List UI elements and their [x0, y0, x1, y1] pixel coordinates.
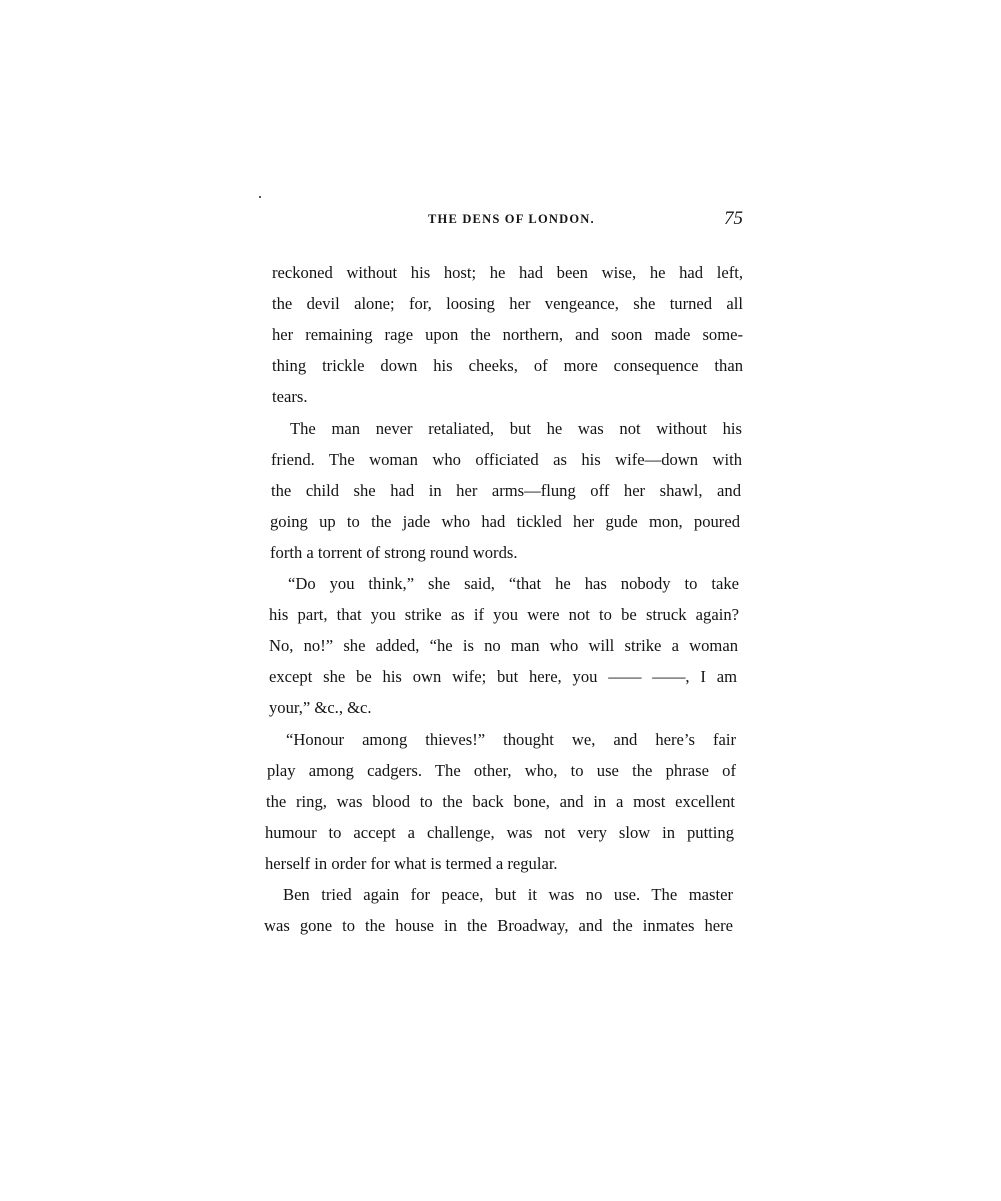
- text-line: friend. The woman who officiated as his wife—down with: [271, 450, 742, 469]
- text-line: humour to accept a challenge, was not very slow in putting: [265, 823, 734, 842]
- text-line: play among cadgers. The other, who, to use the phrase of: [267, 761, 736, 780]
- text-line: No, no!” she added, “he is no man who will strike a woman: [269, 636, 738, 655]
- text-line: going up to the jade who had tickled her gude mon, poured: [270, 512, 740, 531]
- text-line: except she be his own wife; but here, you —— ——, I am: [269, 667, 737, 686]
- text-line: “Do you think,” she said, “that he has nobody to take: [288, 574, 739, 593]
- text-line: the devil alone; for, loosing her vengeance, she turned all: [272, 294, 743, 313]
- text-line: herself in order for what is termed a regular.: [265, 854, 558, 873]
- text-line: the child she had in her arms—flung off her shawl, and: [271, 481, 741, 500]
- text-line: his part, that you strike as if you were not to be struck again?: [269, 605, 739, 624]
- text-line: the ring, was blood to the back bone, and in a most excellent: [266, 792, 735, 811]
- text-line: was gone to the house in the Broadway, and the inmates here: [264, 916, 733, 935]
- text-line: thing trickle down his cheeks, of more consequence than: [272, 356, 743, 375]
- text-line: tears.: [272, 387, 308, 406]
- text-line: Ben tried again for peace, but it was no use. The master: [283, 885, 733, 904]
- text-line: reckoned without his host; he had been wise, he had left,: [272, 263, 743, 282]
- text-line: “Honour among thieves!” thought we, and here’s fair: [286, 730, 736, 749]
- text-line: your,” &c., &c.: [269, 698, 372, 717]
- text-line: The man never retaliated, but he was not without his: [290, 419, 742, 438]
- scan-speck: [259, 196, 261, 198]
- running-title: THE DENS OF LONDON.: [428, 212, 595, 226]
- text-line: her remaining rage upon the northern, and soon made some-: [272, 325, 743, 344]
- text-line: forth a torrent of strong round words.: [270, 543, 518, 562]
- page-number: 75: [724, 208, 743, 229]
